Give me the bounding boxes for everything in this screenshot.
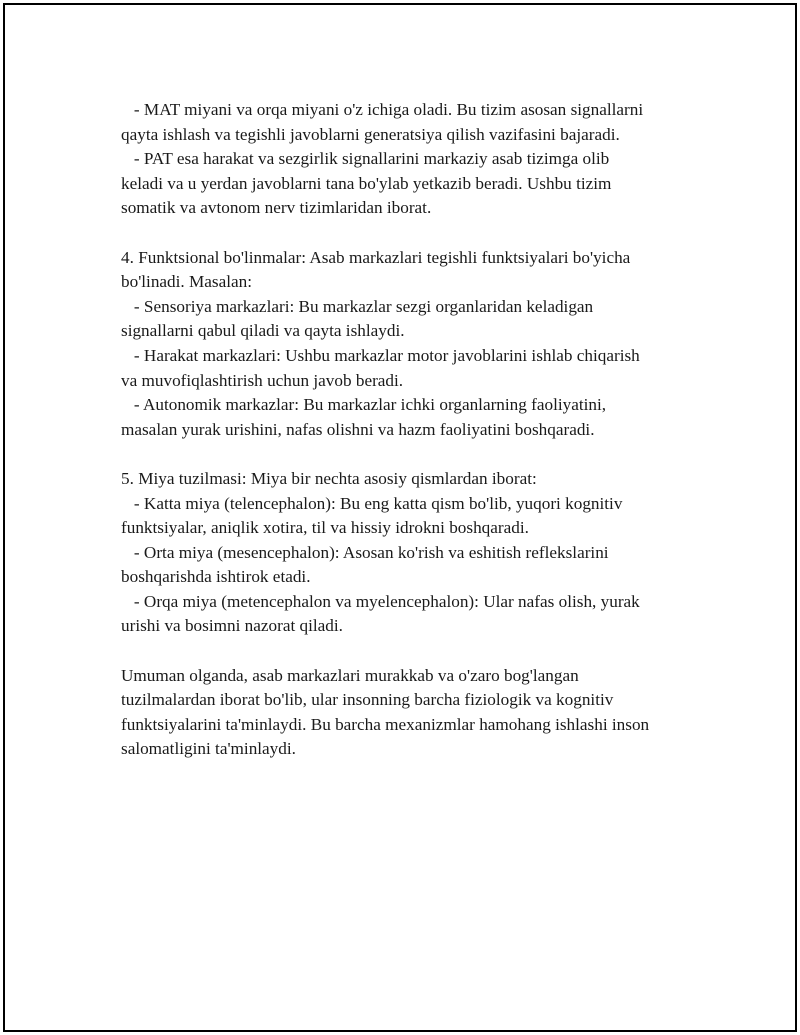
- text-line: bo'linadi. Masalan:: [121, 272, 253, 292]
- text-line: salomatligini ta'minlaydi.: [121, 739, 296, 759]
- brain-structure-heading: [121, 467, 721, 492]
- text-line: urishi va bosimni nazorat qiladi.: [121, 616, 343, 636]
- hindbrain-item: [121, 590, 721, 639]
- conclusion-paragraph: [121, 664, 721, 762]
- document-body: [121, 98, 721, 762]
- text-line: signallarni qabul qiladi va qayta ishlaydi.: [121, 321, 405, 341]
- text-line: masalan yurak urishini, nafas olishni va hazm faoliyatini boshqaradi.: [121, 419, 595, 439]
- text-line: - MAT miyani va orqa miyani o'z ichiga oladi. Bu tizim asosan signallarni: [121, 100, 644, 119]
- text-line: - Harakat markazlari: Ushbu markazlar motor javoblarini ishlab chiqarish: [121, 345, 640, 365]
- text-line: - Sensoriya markazlari: Bu markazlar sezgi organlaridan keladigan: [121, 296, 594, 316]
- text-line: - Autonomik markazlar: Bu markazlar ichki organlarning faoliyatini,: [121, 395, 607, 415]
- text-line: - Katta miya (telencephalon): Bu eng katta qism bo'lib, yuqori kognitiv: [121, 493, 623, 513]
- text-line: funktsiyalarini ta'minlaydi. Bu barcha mexanizmlar hamohang ishlashi inson: [121, 714, 650, 734]
- midbrain-item: [121, 541, 721, 590]
- paragraph-spacer: [121, 639, 721, 664]
- mat-paragraph: [121, 98, 721, 147]
- text-line: tuzilmalardan iborat bo'lib, ular insonning barcha fiziologik va kognitiv: [121, 690, 614, 710]
- functional-heading: [121, 246, 721, 295]
- text-line: 4. Funktsional bo'linmalar: Asab markazlari tegishli funktsiyalari bo'yicha: [121, 247, 631, 267]
- text-line: - PAT esa harakat va sezgirlik signallarini markaziy asab tizimga olib: [121, 149, 610, 169]
- pat-paragraph: [121, 147, 721, 221]
- text-line: - Orqa miya (metencephalon va myelencephalon): Ular nafas olish, yurak: [121, 591, 640, 611]
- text-line: boshqarishda ishtirok etadi.: [121, 567, 311, 587]
- text-line: 5. Miya tuzilmasi: Miya bir nechta asosiy qismlardan iborat:: [121, 468, 537, 488]
- text-line: qayta ishlash va tegishli javoblarni generatsiya qilish vazifasini bajaradi.: [121, 124, 620, 144]
- paragraph-spacer: [121, 221, 721, 246]
- text-line: somatik va avtonom nerv tizimlaridan iborat.: [121, 198, 432, 218]
- cerebrum-item: [121, 492, 721, 541]
- page-frame: [3, 3, 797, 1032]
- autonomic-item: [121, 393, 721, 442]
- text-line: va muvofiqlashtirish uchun javob beradi.: [121, 370, 404, 390]
- paragraph-spacer: [121, 442, 721, 467]
- motor-item: [121, 344, 721, 393]
- text-line: Umuman olganda, asab markazlari murakkab va o'zaro bog'langan: [121, 665, 579, 685]
- text-line: keladi va u yerdan javoblarni tana bo'ylab yetkazib beradi. Ushbu tizim: [121, 173, 612, 193]
- text-line: funktsiyalar, aniqlik xotira, til va hissiy idrokni boshqaradi.: [121, 518, 529, 538]
- sensory-item: [121, 295, 721, 344]
- text-line: - Orta miya (mesencephalon): Asosan ko'rish va eshitish reflekslarini: [121, 542, 609, 562]
